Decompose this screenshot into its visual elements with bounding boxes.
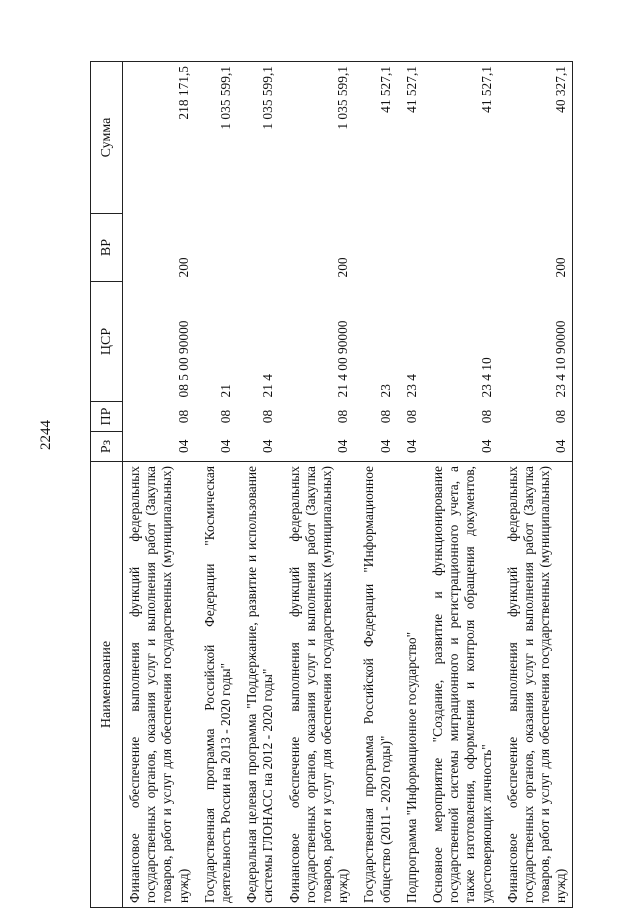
header-rz: Рз — [91, 432, 123, 462]
row-vr — [236, 214, 278, 282]
page-number: 2244 — [38, 420, 54, 450]
row-rz: 04 — [478, 439, 494, 453]
table-row — [236, 62, 278, 908]
row-pr: 08 — [497, 402, 572, 432]
row-rz: 04 — [403, 439, 419, 453]
row-sum: 1 035 599,1 — [236, 62, 278, 214]
row-pr: 08 — [403, 409, 419, 424]
table-row — [353, 62, 395, 908]
row-sum: 40 327,1 — [497, 62, 572, 214]
table-row — [279, 62, 354, 908]
row-sum: 41 527,1 — [422, 62, 497, 214]
row-name: Финансовое обеспечение выполнения функций федеральных государственных органов, оказания услуг и выполнения работ (Закупка товаров, работ и услуг для обеспечения государственных (муниципальных) нужд) — [497, 462, 572, 908]
row-vr: 200 — [175, 257, 191, 278]
row-vr — [353, 214, 395, 282]
row-vr — [396, 214, 422, 282]
row-csr: 23 4 10 — [478, 357, 494, 398]
row-name: Федеральная целевая программа "Поддержание, развитие и использование системы ГЛОНАСС на 2012 - 2020 годы" — [236, 462, 278, 908]
row-pr: 08 — [260, 409, 276, 424]
header-sum: Сумма — [91, 62, 123, 214]
row-vr — [194, 214, 236, 282]
row-csr: 23 — [377, 384, 393, 398]
budget-table — [90, 61, 573, 908]
table-header-row — [91, 62, 123, 908]
table-row — [422, 62, 497, 908]
row-vr: 200 — [335, 257, 351, 278]
row-pr: 08 — [218, 409, 234, 424]
header-csr: ЦСР — [91, 282, 123, 402]
row-rz: 04 — [175, 439, 191, 453]
row-csr: 08 5 00 90000 — [175, 320, 191, 398]
budget-table-container — [90, 62, 600, 908]
row-vr — [422, 214, 497, 282]
row-csr: 21 4 — [260, 374, 276, 398]
row-name: Подпрограмма "Информационное государство" — [396, 462, 422, 908]
row-sum: 218 171,5 — [123, 62, 194, 214]
row-rz: 04 — [497, 432, 572, 462]
row-pr: 08 — [335, 409, 351, 424]
row-csr: 23 4 — [403, 374, 419, 398]
row-sum: 1 035 599,1 — [279, 62, 354, 214]
row-rz: 04 — [335, 439, 351, 453]
table-row — [497, 62, 572, 908]
table-row — [194, 62, 236, 908]
table-row — [123, 62, 194, 908]
row-name: Финансовое обеспечение выполнения функций федеральных государственных органов, оказания услуг и выполнения работ (Закупка товаров, работ и услуг для обеспечения государственных (муниципальных) нужд) — [279, 462, 354, 908]
header-vr: ВР — [91, 214, 123, 282]
row-pr: 08 — [377, 409, 393, 424]
row-sum: 41 527,1 — [353, 62, 395, 214]
row-csr: 21 — [218, 384, 234, 398]
row-sum: 1 035 599,1 — [194, 62, 236, 214]
row-csr: 23 4 10 90000 — [497, 282, 572, 402]
header-name: Наименование — [91, 462, 123, 908]
row-name: Финансовое обеспечение выполнения функций федеральных государственных органов, оказания услуг и выполнения работ (Закупка товаров, работ и услуг для обеспечения государственных (муниципальных) нужд) — [123, 462, 194, 908]
header-pr: ПР — [91, 402, 123, 432]
row-sum: 41 527,1 — [396, 62, 422, 214]
row-vr: 200 — [497, 214, 572, 282]
row-name: Основное мероприятие "Создание, развитие и функционирование государственной системы миграционного и регистрационного учета, а также изготовления, оформления и контроля обращения документов, удостоверяющих личность" — [422, 462, 497, 908]
row-rz: 04 — [377, 439, 393, 453]
row-name: Государственная программа Российской Федерации "Космическая деятельность России на 2013 - 2020 годы" — [194, 462, 236, 908]
row-pr: 08 — [478, 409, 494, 424]
row-csr: 21 4 00 90000 — [335, 320, 351, 398]
row-rz: 04 — [218, 439, 234, 453]
row-name: Государственная программа Российской Федерации "Информационное общество (2011 - 2020 годы)" — [353, 462, 395, 908]
table-row — [396, 62, 422, 908]
row-pr: 08 — [175, 409, 191, 424]
row-rz: 04 — [260, 439, 276, 453]
